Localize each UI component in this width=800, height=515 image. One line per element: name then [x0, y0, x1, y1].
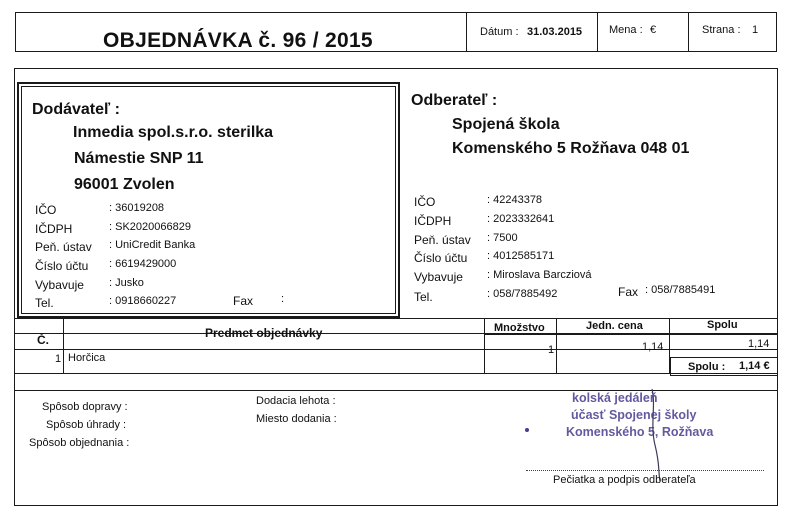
- table-col-divider: [63, 318, 64, 373]
- payment-label: Spôsob úhrady :: [46, 419, 127, 431]
- supplier-field-value: : 6619429000: [109, 258, 177, 270]
- stamp-dot: [525, 428, 529, 432]
- customer-field-label: Vybavuje: [414, 270, 463, 284]
- supplier-field-label: IČO: [35, 203, 57, 217]
- delivery-time-label: Dodacia lehota :: [256, 395, 336, 407]
- customer-field-value: : 7500: [487, 232, 518, 244]
- row-no: 1: [55, 353, 62, 365]
- customer-field-value: : 42243378: [487, 194, 543, 206]
- customer-fax-label: Fax: [618, 285, 639, 299]
- supplier-field-value: : SK2020066829: [109, 221, 191, 233]
- customer-field-value: : 4012585171: [487, 250, 555, 262]
- customer-field-label: IČDPH: [414, 214, 452, 228]
- row-qty: 1: [548, 344, 555, 356]
- customer-field-label: Tel.: [414, 290, 433, 304]
- supplier-heading: Dodávateľ :: [32, 101, 120, 118]
- col-header-total: Spolu: [707, 319, 738, 331]
- supplier-street: Námestie SNP 11: [74, 150, 204, 167]
- table-col-divider: [484, 318, 485, 373]
- supplier-field-label: Tel.: [35, 296, 54, 310]
- supplier-field-label: Vybavuje: [35, 278, 84, 292]
- col-header-item: Predmet objednávky: [205, 326, 323, 340]
- stamp-line: účasť Spojenej školy: [571, 408, 697, 422]
- signature-line: [526, 470, 764, 471]
- currency-label: Mena :: [609, 24, 643, 36]
- delivery-place-label: Miesto dodania :: [256, 413, 337, 425]
- document-title: OBJEDNÁVKA č. 96 / 2015: [103, 29, 373, 52]
- stamp-line: Komenského 5, Rožňava: [566, 425, 714, 439]
- header-divider-1: [466, 12, 467, 52]
- sum-label: Spolu :: [688, 361, 726, 373]
- customer-name: Spojená škola: [452, 116, 560, 133]
- table-top-line: [14, 318, 778, 319]
- customer-field-value: : 2023332641: [487, 213, 555, 225]
- stamp-line: kolská jedáleň: [572, 391, 658, 405]
- col-header-no: Č.: [37, 333, 49, 347]
- customer-field-value: : 058/7885492: [487, 288, 558, 300]
- supplier-fax-label: Fax: [233, 294, 254, 308]
- header-divider-2: [597, 12, 598, 52]
- table-items-end-line: [14, 373, 778, 374]
- date-label: Dátum :: [480, 26, 519, 38]
- sum-value: 1,14 €: [739, 360, 770, 372]
- ordering-label: Spôsob objednania :: [29, 437, 130, 449]
- row-total: 1,14: [748, 338, 770, 350]
- header-divider-3: [688, 12, 689, 52]
- supplier-field-value: : 0918660227: [109, 295, 177, 307]
- col-header-unit-price: Jedn. cena: [586, 320, 643, 332]
- customer-field-label: Peň. ústav: [414, 233, 471, 247]
- currency-value: €: [650, 24, 657, 36]
- table-col-divider: [556, 318, 557, 373]
- supplier-fax-value: :: [281, 293, 285, 305]
- supplier-name: Inmedia spol.s.r.o. sterilka: [73, 124, 274, 141]
- customer-field-label: Číslo účtu: [414, 251, 468, 265]
- customer-field-label: IČO: [414, 195, 436, 209]
- supplier-field-label: Peň. ústav: [35, 240, 92, 254]
- customer-field-value: : Miroslava Barcziová: [487, 269, 592, 281]
- supplier-field-value: : 36019208: [109, 202, 165, 214]
- customer-heading: Odberateľ :: [411, 92, 498, 109]
- page-label: Strana :: [702, 24, 741, 36]
- supplier-field-label: Číslo účtu: [35, 259, 89, 273]
- transport-label: Spôsob dopravy :: [42, 401, 128, 413]
- table-header-line-right: [484, 334, 778, 335]
- supplier-field-value: : Jusko: [109, 277, 144, 289]
- customer-fax-value: : 058/7885491: [645, 284, 716, 296]
- row-unit-price: 1,14: [642, 341, 664, 353]
- supplier-field-value: : UniCredit Banka: [109, 239, 196, 251]
- row-item: Horčica: [68, 352, 106, 364]
- page-value: 1: [752, 24, 759, 36]
- col-header-qty: Množstvo: [494, 322, 545, 334]
- date-value: 31.03.2015: [527, 26, 583, 38]
- signature-label: Pečiatka a podpis odberateľa: [553, 474, 696, 486]
- customer-address: Komenského 5 Rožňava 048 01: [452, 140, 690, 157]
- supplier-field-label: IČDPH: [35, 222, 73, 236]
- supplier-city: 96001 Zvolen: [74, 176, 175, 193]
